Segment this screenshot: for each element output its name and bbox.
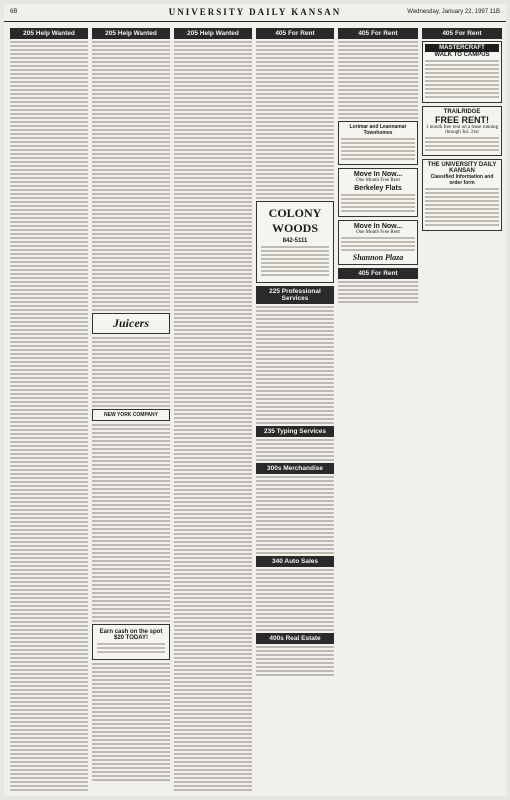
section-header-for-rent-3: 405 For Rent <box>338 268 418 279</box>
section-header-real-estate: 400s Real Estate <box>256 633 334 644</box>
classified-text-block <box>256 569 334 631</box>
classified-text-block <box>92 337 170 407</box>
new-york-company-ad: NEW YORK COMPANY <box>92 409 170 421</box>
colony-woods-ad: COLONY WOODS 842-5111 <box>256 201 334 283</box>
mastercraft-ad: MASTERCRAFT WALK TO CAMPUS <box>422 41 502 103</box>
column-3 <box>174 28 252 792</box>
classified-text-block <box>256 41 334 199</box>
column-5 <box>338 28 418 792</box>
move-in-now-ad: Move In Now... One Month Free Rent Berkeley Flats <box>338 168 418 217</box>
classified-text-block <box>256 646 334 676</box>
section-header-help-wanted: 205 Help Wanted <box>10 28 88 39</box>
section-header-for-rent-2: 405 For Rent <box>338 28 418 39</box>
classified-text-block <box>92 424 170 622</box>
newspaper-title: UNIVERSITY DAILY KANSAN <box>168 7 342 17</box>
classified-text-block <box>10 41 88 792</box>
classified-text-block <box>256 439 334 461</box>
juicers-ad: Juicers <box>92 313 170 334</box>
classified-text-block <box>256 306 334 424</box>
column-6 <box>422 28 502 792</box>
column-4 <box>256 28 334 792</box>
page-number-left: 6B <box>10 9 18 15</box>
section-header-typing: 235 Typing Services <box>256 426 334 437</box>
shannon-plaza-ad: Move In Now... One Month Free Rent Shannon Plaza <box>338 220 418 265</box>
classified-text-block <box>256 476 334 554</box>
lorimar-ad: Lorimar and Leannamar Townhomes <box>338 121 418 165</box>
date-page-right: Wednesday, January 22, 1997 11B <box>407 9 500 15</box>
classified-text-block <box>92 663 170 781</box>
newspaper-page <box>4 4 506 796</box>
classified-text-block <box>338 281 418 303</box>
section-header-help-wanted-2: 205 Help Wanted <box>92 28 170 39</box>
kansan-classified-form: THE UNIVERSITY DAILY KANSAN Classified Information and order form <box>422 159 502 231</box>
classified-text-block <box>92 41 170 311</box>
column-1 <box>10 28 88 792</box>
earn-cash-ad: Earn cash on the spot $20 TODAY! <box>92 624 170 660</box>
masthead <box>4 4 506 22</box>
section-header-for-rent: 405 For Rent <box>256 28 334 39</box>
trailridge-ad: TRAILRIDGE FREE RENT! 1 month free rent on a lease running through Jul. 31st <box>422 106 502 156</box>
classified-text-block <box>174 41 252 792</box>
section-header-professional: 225 Professional Services <box>256 286 334 304</box>
section-header-merchandise: 300s Merchandise <box>256 463 334 474</box>
classified-text-block <box>338 41 418 119</box>
section-header-help-wanted-3: 205 Help Wanted <box>174 28 252 39</box>
section-header-for-rent-4: 405 For Rent <box>422 28 502 39</box>
column-2 <box>92 28 170 792</box>
section-header-auto-sales: 340 Auto Sales <box>256 556 334 567</box>
